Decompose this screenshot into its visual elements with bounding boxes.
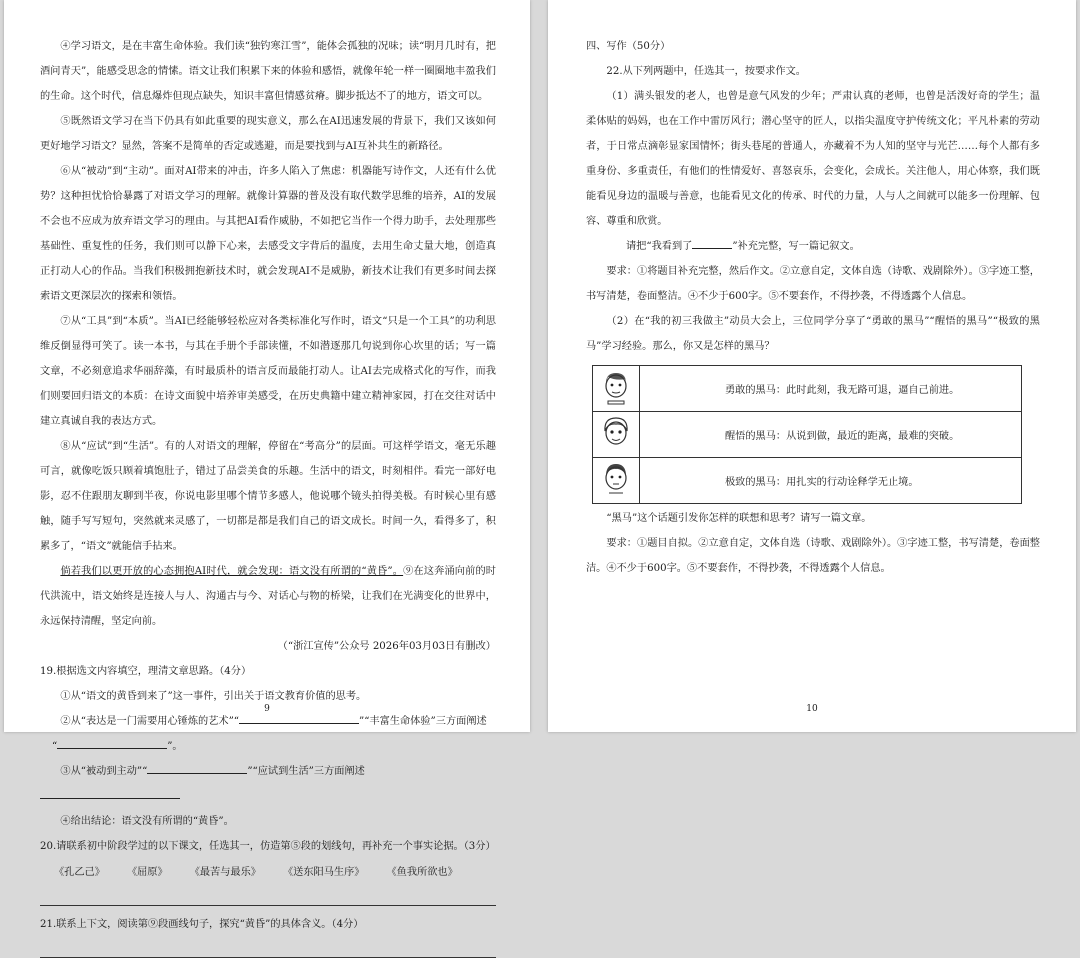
question-19-item-4: ④给出结论：语文没有所谓的“黄昏”。 bbox=[60, 816, 234, 827]
student-face-icon bbox=[593, 366, 640, 412]
book-title: 《屈原》 bbox=[126, 867, 168, 878]
title-blank[interactable] bbox=[692, 236, 732, 249]
prompt-2-requirements: 要求：①题目自拟。②立意自定，文体自选（诗歌、戏剧除外）。③字迹工整，书写清楚，卷面整洁。④不少于600字。⑤不要套作，不得抄袭，不得透露个人信息。 bbox=[586, 538, 1040, 574]
student-face-icon bbox=[593, 412, 640, 458]
question-20-title: 20.请联系初中阶段学过的以下课文，任选其一，仿造第⑤段的划线句，再补充一个事实论据。（3分） bbox=[40, 841, 496, 852]
question-22-title: 22.从下列两题中，任选其一，按要求作文。 bbox=[606, 66, 806, 77]
prompt-2: （2）在“我的初三我做主”动员大会上，三位同学分享了“勇敢的黑马”“醒悟的黑马”“极致的黑马”学习经验。那么，你又是怎样的黑马？ bbox=[586, 316, 1040, 352]
answer-line-q21[interactable] bbox=[40, 941, 496, 958]
table-row bbox=[593, 366, 1022, 412]
exam-page-left bbox=[4, 0, 530, 930]
question-21-title: 21.联系上下文，阅读第⑨段画线句子，探究“黄昏”的具体含义。（4分） bbox=[40, 919, 364, 930]
prompt-1-requirements: 要求：①将题目补充完整，然后作文。②立意自定，文体自选（诗歌、戏剧除外）。③字迹工整，书写清楚，卷面整洁。④不少于600字。⑤不要套作，不得抄袭，不得透露个人信息。 bbox=[586, 266, 1040, 302]
book-title: 《鱼我所欲也》 bbox=[386, 867, 458, 878]
answer-blank[interactable] bbox=[40, 786, 180, 799]
book-title: 《最苦与最乐》 bbox=[189, 867, 261, 878]
dark-horse-text: 极致的黑马：用扎实的行动诠释学无止境。 bbox=[640, 458, 1022, 504]
section-title-writing: 四、写作（50分） bbox=[586, 41, 671, 52]
paragraph-7: ⑦从“工具”到“本质”。当AI已经能够轻松应对各类标准化写作时，语文“只是一个工具”的功利思维反倒显得可笑了。读一本书，与其在手册个手部读懂，不如潜逐那几句说到你心坎里的话；写一篇文章，不必刻意追求华丽辞藻，有时最质朴的语言反而最能打动人。让AI去完成格式化的写作，而我们则要回归语文的本质：在诗文面貌中培养审美感受，在历史典籍中建立精神家园，打在交往对话中建立真诚自我的表达方式。 bbox=[40, 316, 496, 427]
book-title: 《送东阳马生序》 bbox=[283, 867, 365, 878]
book-title: 《孔乙己》 bbox=[54, 867, 105, 878]
question-19-item-2-continued: “ ”。 bbox=[52, 734, 496, 759]
prompt-1-task: 请把“我看到了 ”补充完整，写一篇记叙文。 bbox=[626, 234, 1040, 259]
table-row bbox=[593, 458, 1022, 504]
student-face-icon bbox=[593, 458, 640, 504]
answer-line-q20[interactable] bbox=[40, 889, 496, 906]
question-19-item-3: ③从“被动到主动”“ ”“应试到生活”三方面阐述 bbox=[40, 759, 496, 809]
paragraph-6: ⑥从“被动”到“主动”。面对AI带来的冲击，许多人陷入了焦虑：机器能写诗作文，人还有什么优势？这种担忧恰恰暴露了对语文学习的理解。就像计算器的普及没有取代数学思维的培养，AI的发展不会也不应成为放弃语文学习的理由。与其把AI看作威胁，不如把它当作一个得力助手，去处理那些基础性、重复性的任务，我们则可以静下心来，去感受文字背后的温度，去用生命丈量大地，创造真正打动人心的作品。当我们积极拥抱新技术时，就会发现AI不是威胁，新技术让我们有更多时间去探索语文更深层次的探索和领悟。 bbox=[40, 166, 496, 302]
page-number: 9 bbox=[264, 704, 270, 714]
dark-horse-table bbox=[592, 365, 1022, 504]
prompt-1: （1）满头银发的老人，也曾是意气风发的少年；严肃认真的老师，也曾是活泼好奇的学生；温柔体贴的妈妈，也在工作中雷厉风行；潜心坚守的匠人，以指尖温度守护传统文化；平凡朴素的劳动者，于日常点滴彰显家国情怀；街头巷尾的普通人，亦藏着不为人知的坚守与光芒……每个人都有多重身份、多重责任，有他们的性情爱好、喜怒哀乐，会变化，会成长。关注他人，用心体察，我们既能看见身边的温暖与善意，也能看见文化的传承、时代的力量，人与人之间就可以能多一份理解、包容、尊重和欣赏。 bbox=[586, 91, 1040, 227]
answer-blank[interactable] bbox=[147, 761, 247, 774]
paragraph-9-underlined-sentence: 倘若我们以更开放的心态拥抱AI时代，就会发现：语文没有所谓的“黄昏”。 bbox=[60, 566, 404, 577]
source-note: （“浙江宣传”公众号 2026年03月03日有删改） bbox=[277, 641, 496, 652]
dark-horse-text: 醒悟的黑马：从说到做，最近的距离，最难的突破。 bbox=[640, 412, 1022, 458]
page-number: 10 bbox=[806, 704, 818, 714]
dark-horse-text: 勇敢的黑马：此时此刻，我无路可退，逼自己前进。 bbox=[640, 366, 1022, 412]
paragraph-5: ⑤既然语文学习在当下仍具有如此重要的现实意义，那么在AI迅速发展的背景下，我们又该如何更好地学习语文？显然，答案不是简单的否定或逃避，而是要找到与AI互补共生的新路径。 bbox=[40, 116, 496, 152]
question-19-title: 19.根据选文内容填空，理清文章思路。（4分） bbox=[40, 666, 252, 677]
paragraph-8: ⑧从“应试”到“生活”。有的人对语文的理解，停留在“考高分”的层面。可这样学语文，毫无乐趣可言，就像吃饭只顾着填饱肚子，错过了品尝美食的乐趣。生活中的语文，时刻相伴。看完一部好电影，忍不住跟朋友聊到半夜，你说电影里哪个情节多感人，他说哪个镜头拍得美极。有时候心里有感触，随手写写短句，突然就来灵感了，一切都是都是我们自己的语文成长。时间一久，看得多了，积累多了，“语文”就能信手拈来。 bbox=[40, 441, 496, 552]
paragraph-4: ④学习语文，是在丰富生命体验。我们读“独钓寒江雪”，能体会孤独的况味；读“明月几时有，把酒问青天”，能感受思念的情愫。语文让我们积累下来的体验和感悟，就像年轮一样一圈圈地丰盈我们的生命。这个时代，信息爆炸但现点缺失，知识丰富但情感贫瘠。脚步抵达不了的地方，语文可以。 bbox=[40, 41, 496, 102]
question-19-item-2: ②从“表达是一门需要用心锤炼的艺术”“ ”“丰富生命体验”三方面阐述 bbox=[40, 709, 496, 734]
answer-blank[interactable] bbox=[57, 736, 167, 749]
prompt-2-instruction: “黑马”这个话题引发你怎样的联想和思考？请写一篇文章。 bbox=[606, 513, 872, 524]
paragraph-9-rest: ⑨在这奔涌向前的时代洪流中，语文始终是连接人与人、沟通古与今、对话心与物的桥梁，让我们在光满变化的世界中，永远保持清醒，坚定向前。 bbox=[40, 566, 496, 627]
table-row bbox=[593, 412, 1022, 458]
exam-page-right bbox=[548, 0, 1076, 732]
paragraph-9 bbox=[40, 559, 496, 634]
book-list bbox=[54, 861, 496, 885]
question-19-item-1: ①从“语文的黄昏到来了”这一事件，引出关于语文教育价值的思考。 bbox=[60, 691, 367, 702]
